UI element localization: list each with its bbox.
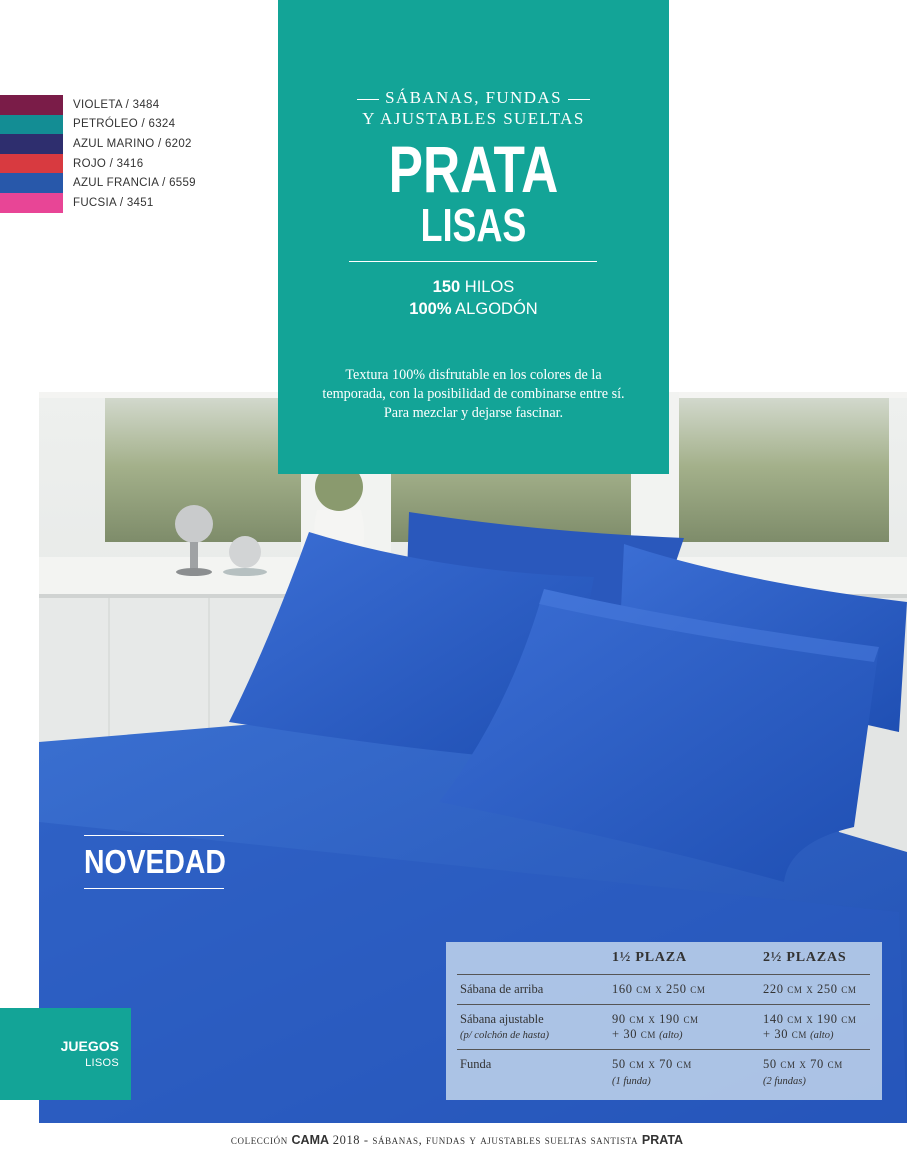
subtitle-rule-left: [357, 99, 379, 100]
footer-prata: PRATA: [641, 1133, 684, 1147]
color-swatch-bar: [0, 173, 63, 193]
novedad-label: NOVEDAD: [84, 843, 226, 880]
color-swatch-bar: [0, 154, 63, 174]
juegos-label: JUEGOS: [60, 1038, 119, 1054]
footer-cama: CAMA: [291, 1133, 330, 1147]
header-panel: [278, 0, 669, 474]
row-col1-note: (alto): [659, 1030, 683, 1041]
color-swatch: [0, 95, 200, 115]
color-swatch-bar: [0, 134, 63, 154]
spec-material-unit: ALGODÓN: [451, 300, 538, 318]
color-swatch-label: ROJO / 3416: [73, 157, 144, 170]
color-swatch: [0, 173, 200, 193]
product-description: Textura 100% disfrutable en los colores de la temporada, con la posibilidad de combinarse entre sí. Para mezclar y dejarse fascinar.: [322, 367, 625, 421]
color-swatch: [0, 193, 200, 213]
spec-material: [278, 298, 669, 320]
row-col2-note: (alto): [810, 1030, 834, 1041]
row-col1-extra: [612, 1027, 682, 1043]
juegos-sublabel: LISOS: [85, 1057, 119, 1069]
color-swatch-label: VIOLETA / 3484: [73, 98, 160, 111]
row-sublabel: (p/ colchón de hasta): [460, 1030, 549, 1041]
novedad-badge: [84, 835, 224, 889]
row-col1-extra-value: + 30 cm: [612, 1027, 657, 1041]
row-col2-value: 140 cm x 190 cm: [763, 1012, 857, 1026]
table-header-col2: 2½ PLAZAS: [763, 950, 847, 965]
color-swatch-bar: [0, 115, 63, 135]
spec-material-value: 100%: [409, 300, 452, 318]
header-divider: [349, 261, 597, 262]
row-col1-value: 50 cm x 70 cm: [612, 1057, 692, 1071]
size-table: [446, 942, 882, 1100]
row-col2-note: (2 fundas): [763, 1076, 806, 1087]
row-col1-value: 160 cm x 250 cm: [612, 982, 706, 996]
color-swatch-bar: [0, 95, 63, 115]
footer-middle: 2018 - sábanas, fundas y ajustables sueltas santista: [329, 1133, 642, 1147]
spec-threads-unit: HILOS: [460, 278, 515, 296]
spec-threads: [278, 276, 669, 298]
footer-prefix: colección: [230, 1133, 292, 1147]
table-row: [457, 974, 870, 1005]
subtitle-line-1: SÁBANAS, FUNDAS: [385, 88, 562, 107]
subtitle-rule-right: [568, 99, 590, 100]
color-swatch: [0, 154, 200, 174]
spec-list: [278, 276, 669, 320]
row-col1-value: 90 cm x 190 cm: [612, 1012, 699, 1026]
row-label: Funda: [460, 1057, 492, 1071]
color-swatch-bar: [0, 193, 63, 213]
row-col2-extra-value: + 30 cm: [763, 1027, 808, 1041]
row-col2-value: 220 cm x 250 cm: [763, 982, 857, 996]
row-label: Sábana ajustable: [460, 1012, 544, 1026]
color-swatch: [0, 134, 200, 154]
header-subtitle: [278, 87, 669, 129]
row-label: Sábana de arriba: [460, 982, 544, 996]
color-swatch: [0, 115, 200, 135]
spec-threads-value: 150: [432, 278, 461, 296]
row-col2-value: 50 cm x 70 cm: [763, 1057, 843, 1071]
juegos-tab: [0, 1008, 131, 1100]
color-swatch-label: PETRÓLEO / 6324: [73, 118, 176, 131]
color-swatch-label: FUCSIA / 3451: [73, 196, 154, 209]
table-row: [457, 1004, 870, 1049]
color-swatch-label: AZUL MARINO / 6202: [73, 137, 192, 150]
product-title: PRATA: [388, 132, 559, 206]
table-row: [457, 1049, 870, 1094]
table-header-col1: 1½ PLAZA: [612, 950, 687, 965]
subtitle-line-2: Y AJUSTABLES SUELTAS: [362, 109, 585, 128]
page-footer: [0, 1133, 914, 1148]
color-swatch-label: AZUL FRANCIA / 6559: [73, 177, 196, 190]
row-col1-note: (1 funda): [612, 1076, 651, 1087]
row-col2-extra: [763, 1027, 833, 1043]
product-subtitle: LISAS: [420, 199, 527, 251]
color-swatch-list: [0, 95, 200, 213]
